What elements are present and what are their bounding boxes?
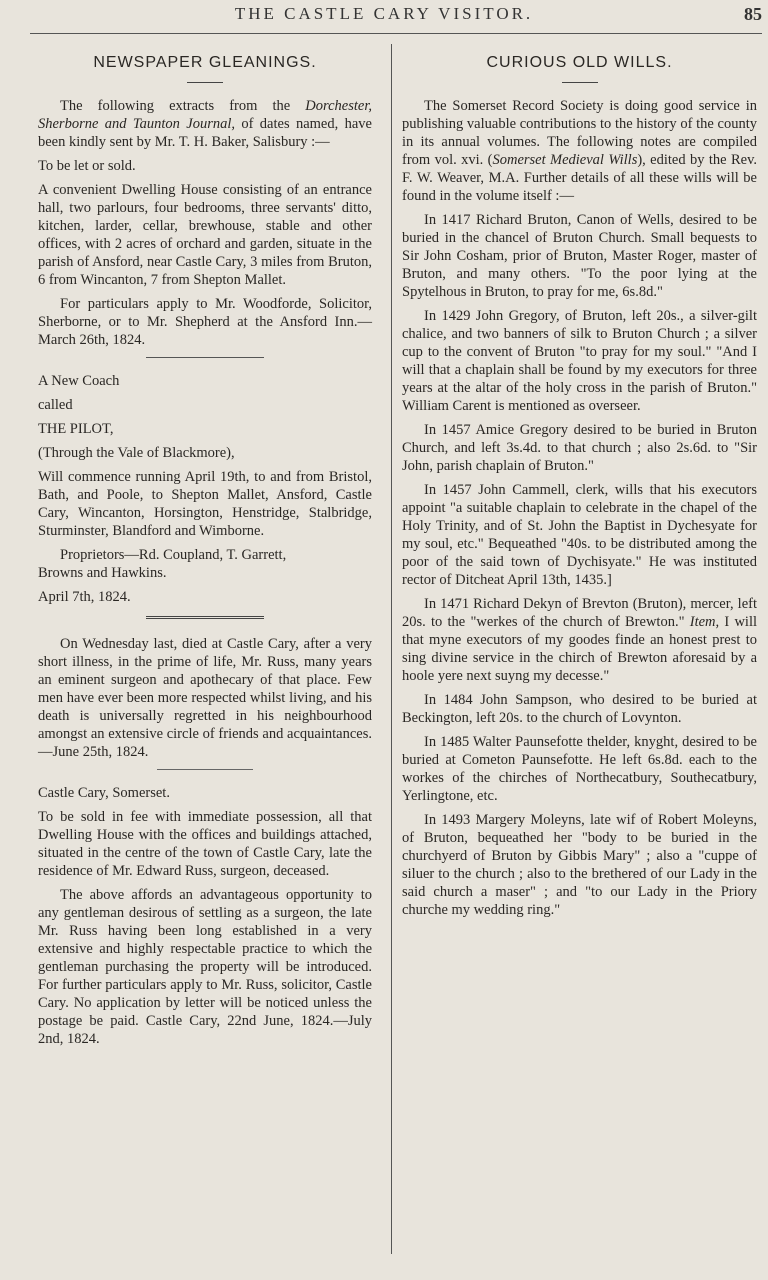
ad-dwelling-house-body: A convenient Dwelling House consisting of an entrance hall, two parlours, four bedrooms, three servants' ditto, kitchen, larder, cellar, brewhouse, stable and other offices, with 2 acres of orchard and garden, situate in the parish of Ansford, near Castle Cary, 3 miles from Bruton, 6 from Wincanton, 7 from Shepton Mallet. <box>38 182 372 288</box>
will-paragraph: In 1417 Richard Bruton, Canon of Wells, desired to be buried in the chancel of Bruton Church. Small bequests to Sir John Cosham, prior of Bruton, Master Roger, master of Bruton, and many others. "To the poor lying at the Spytelhous in Bruton, to pray for me, 6s.8d." <box>402 212 757 300</box>
coach-line-3: THE PILOT, <box>38 421 114 437</box>
wills-intro: The Somerset Record Society is doing good service in publishing valuable contributions to the history of the county in its annual volumes. The following notes are compiled from vol. xvi. (Somerset Medieval Wills), edited by the Rev. F. W. Weaver, M.A. Further details of all these wills will be found in the volume itself :— <box>402 98 758 204</box>
coach-proprietors-2: Browns and Hawkins. <box>38 565 167 581</box>
divider-rule <box>146 357 264 358</box>
intro-paragraph: The following extracts from the Dorchester, Sherborne and Taunton Journal, of dates named, have been kindly sent by Mr. T. H. Baker, Salisbury :— <box>38 98 372 150</box>
will-paragraph: In 1485 Walter Paunsefotte thelder, knyght, desired to be buried at Cometon Paunsefotte. He left 6s.8d. each to the workes of the chirches of Northecatbury, Southecatbury, Yerlingtone, etc. <box>402 734 757 804</box>
left-column <box>38 46 372 1054</box>
coach-line-2: called <box>38 397 73 413</box>
title-rule <box>187 82 223 83</box>
running-title: THE CASTLE CARY VISITOR. <box>234 4 534 23</box>
coach-line-1: A New Coach <box>38 373 120 389</box>
will-paragraph: In 1457 Amice Gregory desired to be buried in Bruton Church, and left 3s.4d. to that church ; also 2s.6d. to "Sir John, parish chaplain of Bruton." <box>402 422 757 474</box>
coach-date: April 7th, 1824. <box>38 589 131 605</box>
right-column <box>402 46 757 925</box>
will-paragraph: In 1493 Margery Moleyns, late wif of Robert Moleyns, of Bruton, bequeathed her "body to be buried in the churchyerd of Bruton by Gibbis Mary" ; also a "cuppe of siluer to the church ; also to the brethered of our Lady in the said church a maser" ; and "to our Lady in the Priory churche my wedding ring." <box>402 812 757 918</box>
publication-name: Somerset Medieval Wills <box>492 152 638 168</box>
ad-dwelling-house-particulars: For particulars apply to Mr. Woodforde, Solicitor, Sherborne, or to Mr. Shepherd at the Ansford Inn.—March 26th, 1824. <box>38 296 372 348</box>
divider-rule <box>157 769 253 770</box>
title-rule <box>562 82 598 83</box>
section-title-wills: CURIOUS OLD WILLS. <box>486 54 673 71</box>
will-paragraph: In 1484 John Sampson, who desired to be buried at Beckington, left 20s. to the church of Lovynton. <box>402 692 757 726</box>
ad-castle-cary-body-2: The above affords an advantageous opportunity to any gentleman desirous of settling as a surgeon, the late Mr. Russ having been long established in a very extensive and highly respectable practice to which the gentleman purchasing the property will be introduced. For further particulars apply to Mr. Russ, solicitor, Castle Cary. No application by letter will be noticed unless the postage be paid. Castle Cary, 22nd June, 1824.—July 2nd, 1824. <box>38 887 372 1047</box>
section-title-gleanings: NEWSPAPER GLEANINGS. <box>93 54 317 71</box>
coach-line-4: (Through the Vale of Blackmore), <box>38 445 235 461</box>
header-rule <box>30 33 762 34</box>
coach-body: Will commence running April 19th, to and from Bristol, Bath, and Poole, to Shepton Mallet, Ansford, Castle Cary, Wincanton, Horsington, Henstridge, Stalbridge, Sturminster, Blandford and Wimborne. <box>38 469 372 539</box>
column-divider <box>391 44 392 1254</box>
page-number: 85 <box>744 4 762 24</box>
will-paragraph: In 1471 Richard Dekyn of Brevton (Bruton), mercer, left 20s. to the "werkes of the church of Brewton." Item, I will that myne executors of my goodes finde an honest prest to sing divine service in the chirch of Brewton aforesaid by a hoole yere next suyng my decesse." <box>402 596 757 684</box>
coach-proprietors-1: Proprietors—Rd. Coupland, T. Garrett, <box>60 547 287 563</box>
publication-name: Dorchester, Sherborne and Taunton Journal, <box>38 98 372 132</box>
double-rule <box>146 616 264 619</box>
ad-heading-let-or-sold: To be let or sold. <box>38 158 136 174</box>
will-paragraph: In 1457 John Cammell, clerk, wills that his executors appoint "a suitable chaplain to celebrate in the chapel of the Holy Trinity, and of St. John the Baptist in Dychesyate for my soul, etc." Bequeathed "40s. to be distributed among the poor of the said town of Dychisyate." He was instituted rector of Ditcheat April 13th, 1435.] <box>402 482 757 588</box>
ad-castle-cary-body: To be sold in fee with immediate possession, all that Dwelling House with the offices and buildings attached, situated in the centre of the town of Castle Cary, late the residence of Mr. Edward Russ, surgeon, deceased. <box>38 809 372 879</box>
will-paragraph: In 1429 John Gregory, of Bruton, left 20s., a silver-gilt chalice, and two banners of silk to Bruton Church ; a silver cup to the convent of Bruton "to pray for my soul." "And I will that a chaplain shall be found by my executors for three years at the altar of the holy cross in the parish of Bruton." William Carent is mentioned as overseer. <box>402 308 757 414</box>
ad-heading-castle-cary: Castle Cary, Somerset. <box>38 785 170 801</box>
obituary-paragraph: On Wednesday last, died at Castle Cary, after a very short illness, in the prime of life, Mr. Russ, many years an eminent surgeon and apothecary of that place. Few men have ever been more respected whilst living, and his death is universally regretted in his neighbourhood amongst an extensive circle of friends and acquaintances.—June 25th, 1824. <box>38 636 372 760</box>
